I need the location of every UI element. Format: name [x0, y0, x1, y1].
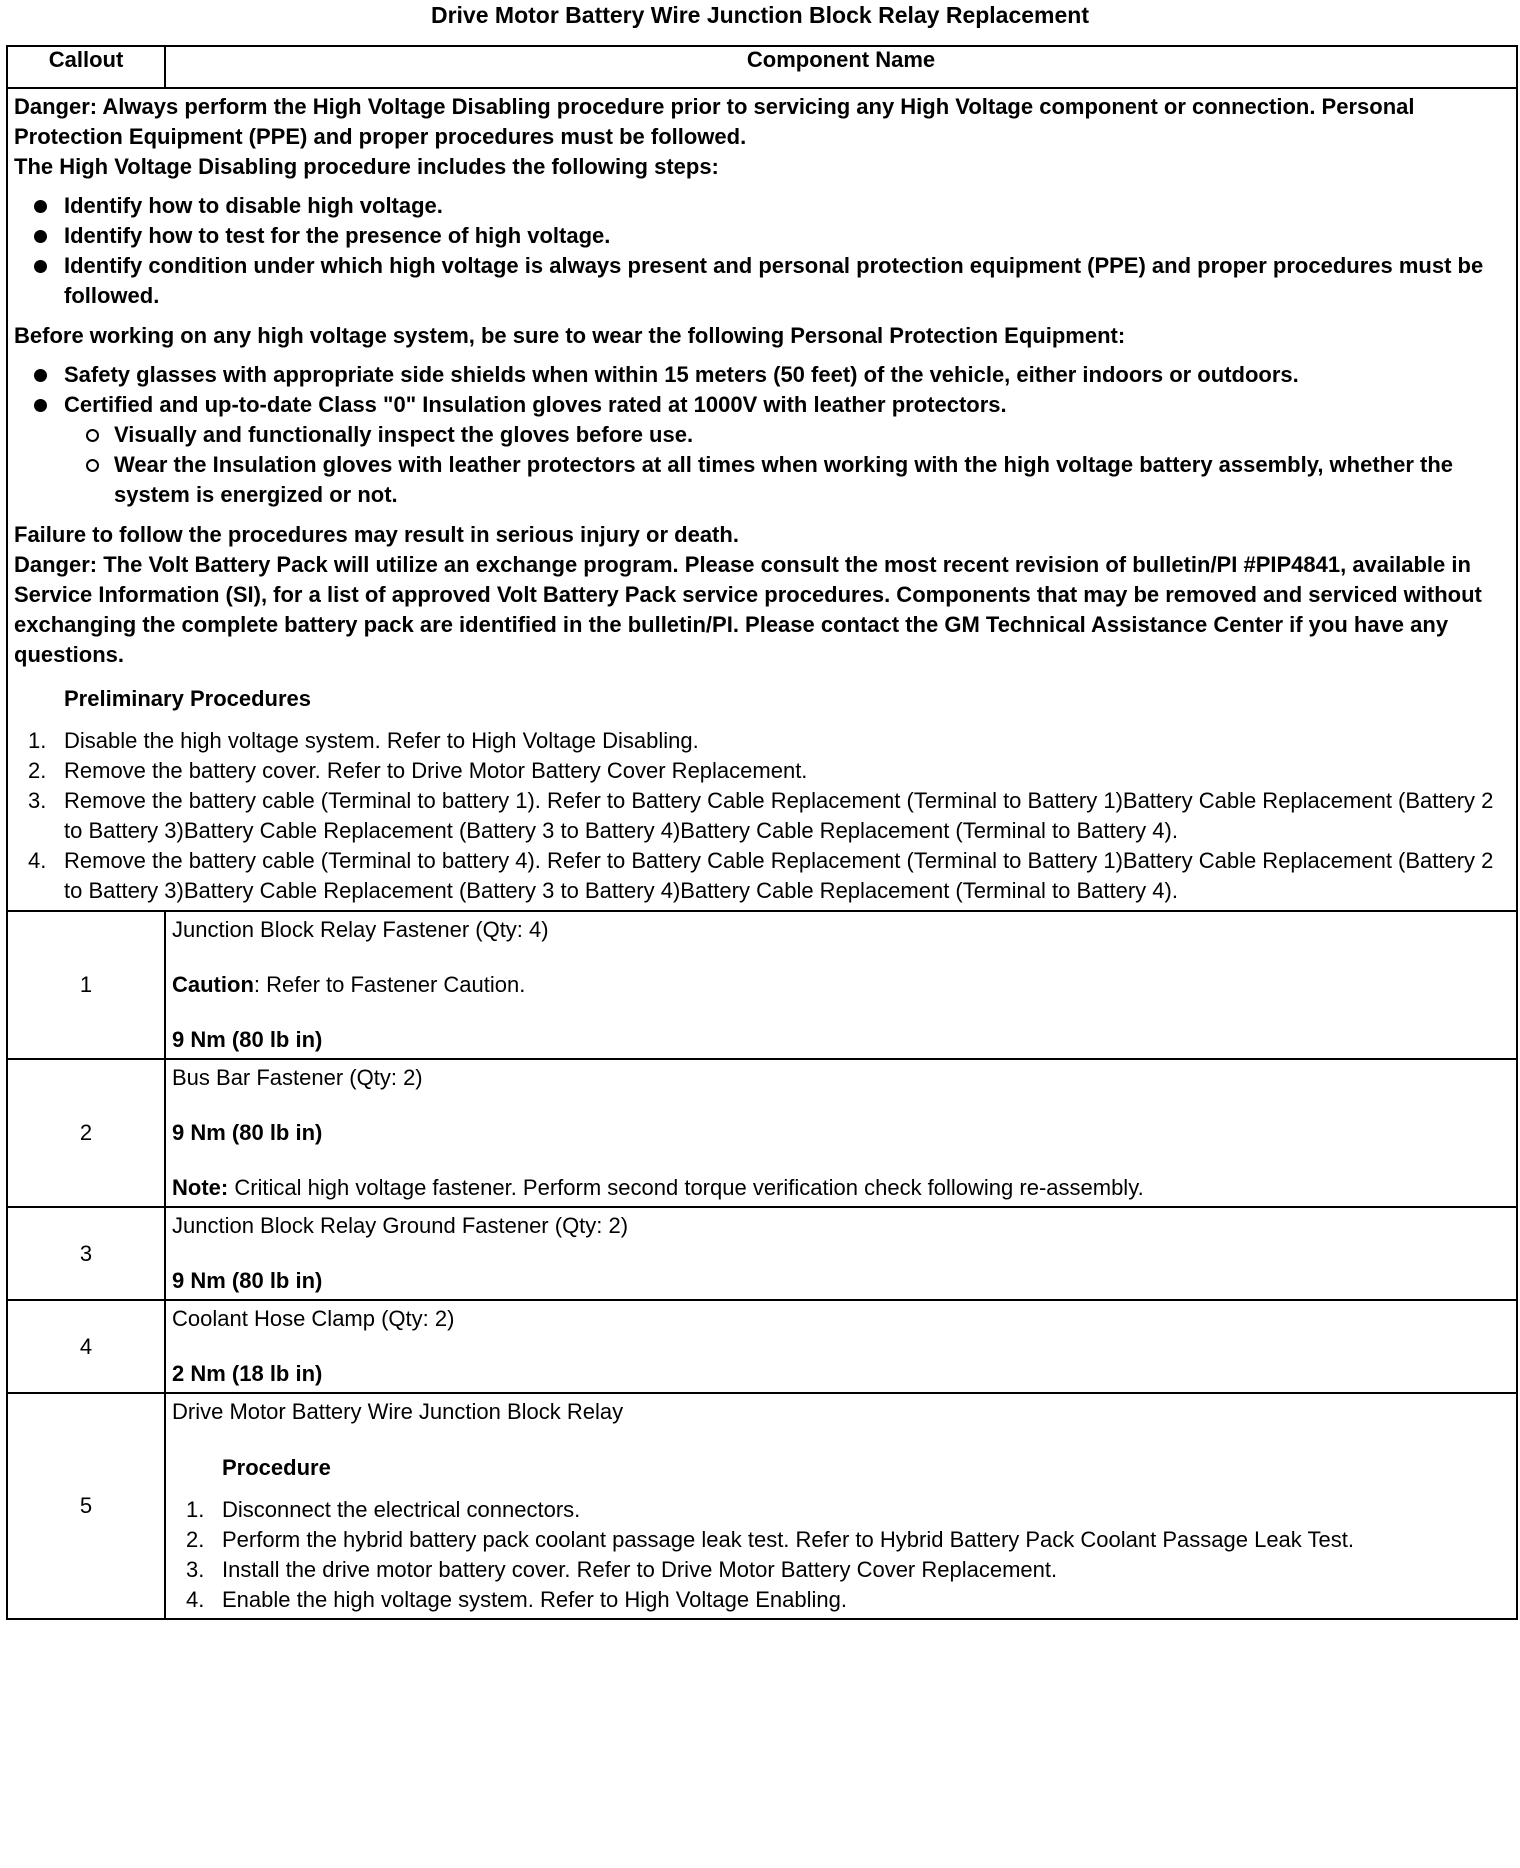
header-callout: Callout — [7, 46, 165, 88]
intro-cell — [7, 88, 1517, 911]
list-item: 4. Enable the high voltage system. Refer to High Voltage Enabling. — [186, 1587, 847, 1612]
torque-spec: 9 Nm (80 lb in) — [172, 1027, 323, 1052]
callout-number: 3 — [7, 1207, 165, 1300]
hv-steps-list — [14, 191, 1510, 311]
callout-number: 2 — [7, 1059, 165, 1207]
danger-warning-1 — [14, 92, 1510, 152]
table-row — [7, 1207, 1517, 1300]
table-header-row — [7, 46, 1517, 88]
component-cell — [165, 1393, 1517, 1619]
component-cell — [165, 911, 1517, 1059]
component-name: Junction Block Relay Ground Fastener (Qty: 2) — [172, 1213, 629, 1238]
callout-number: 5 — [7, 1393, 165, 1619]
list-item: Identify how to disable high voltage. — [14, 191, 1510, 221]
danger-label: Danger: — [14, 552, 98, 577]
component-name: Junction Block Relay Fastener (Qty: 4) — [172, 917, 549, 942]
table-row — [7, 911, 1517, 1059]
list-item: Wear the Insulation gloves with leather protectors at all times when working with the high voltage battery assembly, whether the system is energized or not. — [14, 450, 1510, 510]
circle-bullet-icon — [86, 429, 99, 442]
list-item: Visually and functionally inspect the gloves before use. — [14, 420, 1510, 450]
preliminary-steps-list — [14, 726, 1510, 906]
failure-warning: Failure to follow the procedures may result in serious injury or death. — [14, 522, 739, 547]
procedure-table — [6, 45, 1518, 1620]
component-name: Coolant Hose Clamp (Qty: 2) — [172, 1306, 455, 1331]
circle-bullet-icon — [86, 459, 99, 472]
ppe-sublist — [64, 420, 1510, 510]
ppe-heading: Before working on any high voltage system, be sure to wear the following Personal Protection Equipment: — [14, 323, 1126, 348]
danger-text: The Volt Battery Pack will utilize an exchange program. Please consult the most recent revision of bulletin/PI #PIP4841, available in Service Information (SI), for a list of approved Volt Battery Pack service procedures. Components that may be removed and serviced without exchanging the complete battery pack are identified in the bulletin/PI. Please contact the GM Technical Assistance Center if you have any questions. — [14, 552, 1482, 667]
component-name: Drive Motor Battery Wire Junction Block Relay — [172, 1399, 624, 1424]
bullet-icon — [34, 399, 47, 412]
list-item: Safety glasses with appropriate side shields when within 15 meters (50 feet) of the vehicle, either indoors or outdoors. — [14, 360, 1510, 390]
procedure-steps-list — [172, 1495, 1510, 1615]
table-row — [7, 1059, 1517, 1207]
hv-steps-heading: The High Voltage Disabling procedure includes the following steps: — [14, 154, 719, 179]
bullet-icon — [34, 200, 47, 213]
list-item: 3. Install the drive motor battery cover. Refer to Drive Motor Battery Cover Replacement. — [186, 1557, 1058, 1582]
procedure-heading: Procedure — [222, 1455, 331, 1480]
list-item: 3. Remove the battery cable (Terminal to battery 1). Refer to Battery Cable Replacement (Terminal to Battery 1)Battery Cable Replacement (Battery 2 to Battery 3)Battery Cable Replacement (Battery 3 to Battery 4)Battery Cable Replacement (Terminal to Battery 4). — [28, 788, 1494, 843]
intro-row — [7, 88, 1517, 911]
torque-spec: 9 Nm (80 lb in) — [172, 1120, 323, 1145]
bullet-icon — [34, 260, 47, 273]
list-item: 2. Perform the hybrid battery pack coolant passage leak test. Refer to Hybrid Battery Pack Coolant Passage Leak Test. — [186, 1527, 1354, 1552]
list-item: Certified and up-to-date Class "0" Insulation gloves rated at 1000V with leather protectors. Visually and functionally inspect the gloves before use. Wear the Insulation gloves with leather protectors at all times when working with the high voltage battery assembly, whether the system is energized or not. — [14, 390, 1510, 510]
component-name: Bus Bar Fastener (Qty: 2) — [172, 1065, 423, 1090]
component-cell — [165, 1059, 1517, 1207]
list-item: 4. Remove the battery cable (Terminal to battery 4). Refer to Battery Cable Replacement (Terminal to Battery 1)Battery Cable Replacement (Battery 2 to Battery 3)Battery Cable Replacement (Battery 3 to Battery 4)Battery Cable Replacement (Terminal to Battery 4). — [28, 848, 1494, 903]
danger-label: Danger: — [14, 94, 98, 119]
page-title: Drive Motor Battery Wire Junction Block Relay Replacement — [430, 2, 1090, 28]
bullet-icon — [34, 230, 47, 243]
bullet-icon — [34, 369, 47, 382]
list-item: Identify condition under which high voltage is always present and personal protection equipment (PPE) and proper procedures must be followed. — [14, 251, 1510, 311]
caution-note: Caution: Refer to Fastener Caution. — [172, 972, 526, 997]
callout-number: 4 — [7, 1300, 165, 1393]
table-row — [7, 1393, 1517, 1619]
header-component-name: Component Name — [165, 46, 1517, 88]
list-item: 2. Remove the battery cover. Refer to Drive Motor Battery Cover Replacement. — [28, 758, 808, 783]
danger-text: Always perform the High Voltage Disabling procedure prior to servicing any High Voltage component or connection. Personal Protection Equipment (PPE) and proper procedures must be followed. — [14, 94, 1415, 149]
list-item: 1. Disconnect the electrical connectors. — [186, 1497, 581, 1522]
ppe-list — [14, 360, 1510, 510]
preliminary-procedures-heading: Preliminary Procedures — [64, 686, 312, 711]
list-item: Identify how to test for the presence of high voltage. — [14, 221, 1510, 251]
callout-number: 1 — [7, 911, 165, 1059]
component-cell — [165, 1300, 1517, 1393]
list-item: 1. Disable the high voltage system. Refer to High Voltage Disabling. — [28, 728, 699, 753]
danger-warning-2 — [14, 550, 1510, 670]
torque-spec: 2 Nm (18 lb in) — [172, 1361, 323, 1386]
component-cell — [165, 1207, 1517, 1300]
torque-spec: 9 Nm (80 lb in) — [172, 1268, 323, 1293]
note: Note: Critical high voltage fastener. Perform second torque verification check following re-assembly. — [172, 1175, 1144, 1200]
table-row — [7, 1300, 1517, 1393]
